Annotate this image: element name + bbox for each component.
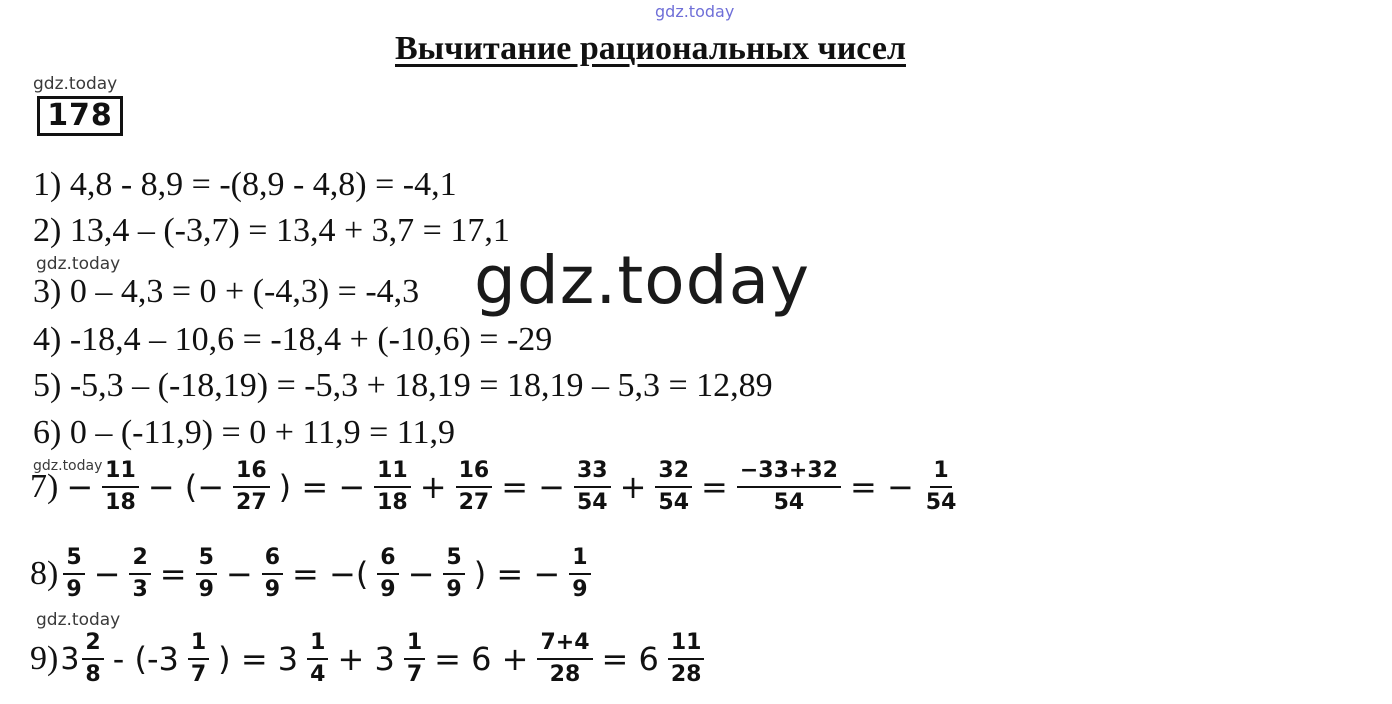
op: - (-3 xyxy=(112,640,179,678)
op: − xyxy=(66,468,94,506)
fraction: $\frac{11}{18}$ xyxy=(374,458,411,516)
op: − xyxy=(407,555,435,593)
solution-line-9 xyxy=(30,630,707,688)
fraction: $\frac{7+4}{28}$ xyxy=(537,630,592,688)
fraction: $\frac{32}{54}$ xyxy=(655,458,692,516)
fraction: $\frac{16}{27}$ xyxy=(456,458,493,516)
fraction: $\frac{6}{9}$ xyxy=(262,545,283,603)
solution-line-5: 5) -5,3 – (-18,19) = -5,3 + 18,19 = 18,19 – 5,3 = 12,89 xyxy=(33,367,773,404)
fraction: $\frac{5}{9}$ xyxy=(196,545,217,603)
op: = −( xyxy=(292,555,369,593)
fraction: $\frac{2}{8}$ xyxy=(82,630,103,688)
watermark-1: gdz.today xyxy=(33,74,118,94)
op: = 6 + xyxy=(434,640,529,678)
fraction: $\frac{6}{9}$ xyxy=(377,545,398,603)
fraction: $\frac{2}{3}$ xyxy=(129,545,150,603)
op: ) = − xyxy=(473,555,561,593)
op: − xyxy=(93,555,121,593)
fraction: $\frac{11}{28}$ xyxy=(668,630,705,688)
solution-line-8 xyxy=(30,545,594,603)
op: + xyxy=(419,468,447,506)
solution-line-2: 2) 13,4 – (-3,7) = 13,4 + 3,7 = 17,1 xyxy=(33,212,510,249)
line-9-label: 9) xyxy=(30,640,59,677)
solution-line-6: 6) 0 – (-11,9) = 0 + 11,9 = 11,9 xyxy=(33,414,456,451)
op: = xyxy=(159,555,187,593)
fraction: $\frac{5}{9}$ xyxy=(443,545,464,603)
op: = − xyxy=(849,468,914,506)
op: ) = 3 xyxy=(218,640,299,678)
whole-part: 3 xyxy=(60,641,80,677)
op: ) = − xyxy=(278,468,366,506)
op: + 3 xyxy=(337,640,395,678)
watermark-top: gdz.today xyxy=(655,2,735,21)
solution-line-4: 4) -18,4 – 10,6 = -18,4 + (-10,6) = -29 xyxy=(33,321,553,358)
page-title: Вычитание рациональных чисел xyxy=(395,30,906,67)
fraction: $\frac{1}{54}$ xyxy=(925,458,957,515)
fraction: $\frac{5}{9}$ xyxy=(63,545,84,603)
line-8-label: 8) xyxy=(30,555,59,592)
op: − xyxy=(225,555,253,593)
line-7-label: 7) xyxy=(30,468,59,505)
op: = xyxy=(701,468,728,506)
exercise-number: 178 xyxy=(37,96,123,136)
solution-line-7 xyxy=(30,458,962,516)
op: − (− xyxy=(147,468,225,506)
fraction: $\frac{11}{18}$ xyxy=(102,458,139,516)
fraction: $\frac{16}{27}$ xyxy=(233,458,270,516)
op: = − xyxy=(501,468,565,506)
watermark-4: gdz.today xyxy=(36,610,121,630)
fraction: $\frac{33}{54}$ xyxy=(574,458,611,516)
op: = 6 xyxy=(601,640,659,678)
fraction: $\frac{1}{7}$ xyxy=(404,630,425,688)
fraction: $\frac{-33+32}{54}$ xyxy=(737,458,841,516)
watermark-2: gdz.today xyxy=(36,254,121,274)
watermark-3: gdz.today xyxy=(33,458,103,474)
fraction: $\frac{1}{7}$ xyxy=(188,630,209,688)
fraction: $\frac{1}{9}$ xyxy=(569,545,590,603)
solution-line-1: 1) 4,8 - 8,9 = -(8,9 - 4,8) = -4,1 xyxy=(33,166,457,203)
fraction: $\frac{1}{4}$ xyxy=(307,630,328,688)
solution-line-3: 3) 0 – 4,3 = 0 + (-4,3) = -4,3 xyxy=(33,273,420,310)
watermark-large: gdz.today xyxy=(474,242,811,319)
op: + xyxy=(619,468,647,506)
